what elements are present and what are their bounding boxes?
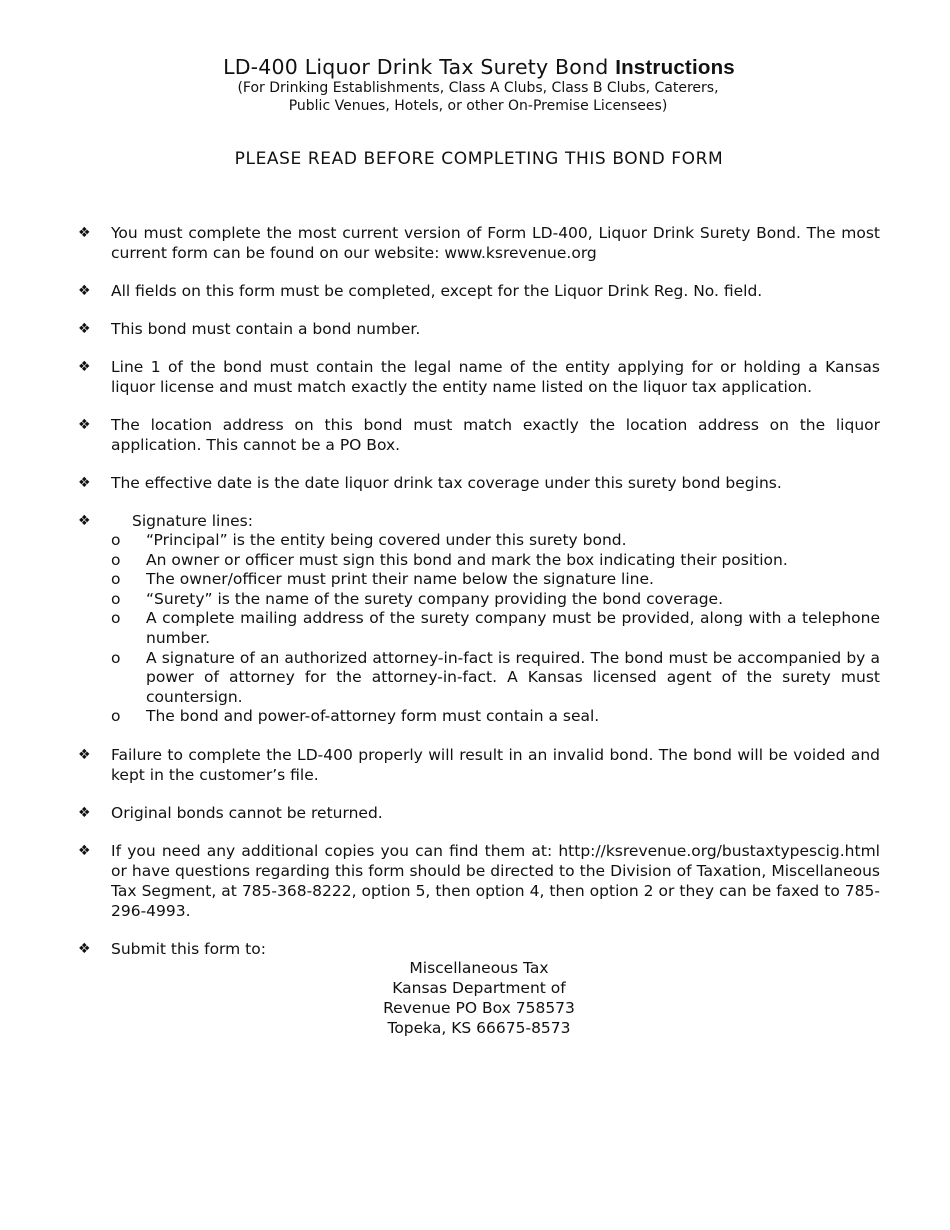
sub-list-item-text: “Surety” is the name of the surety company providing the bond coverage. — [146, 589, 723, 608]
sub-list-item — [78, 570, 880, 590]
circle-bullet-icon: o — [111, 550, 121, 569]
list-item — [78, 939, 880, 959]
sub-list-item — [78, 551, 880, 571]
list-item-text: If you need any additional copies you can find them at: http://ksrevenue.org/bustaxtypescig.html or have questions regarding this form should be directed to the Division of Taxation, Miscellaneous Tax Segment, at 785-368-8222, option 5, then option 4, then option 2 or they can be faxed to 785-296-4993. — [111, 841, 880, 920]
document-title — [0, 55, 950, 80]
list-item — [78, 745, 880, 785]
list-item — [78, 803, 880, 823]
circle-bullet-icon: o — [111, 707, 121, 726]
document-subtitle — [0, 79, 950, 115]
subtitle-line-1: (For Drinking Establishments, Class A Clubs, Class B Clubs, Caterers, — [237, 80, 719, 96]
circle-bullet-icon: o — [111, 589, 121, 608]
sub-list-item-text: A complete mailing address of the surety company must be provided, along with a telephone number. — [146, 609, 880, 647]
sub-list-item-text: The bond and power-of-attorney form must contain a seal. — [146, 707, 600, 726]
list-item-text: Line 1 of the bond must contain the legal name of the entity applying for or holding a Kansas liquor license and must match exactly the entity name listed on the liquor tax application. — [111, 358, 880, 396]
diamond-bullet-icon: ❖ — [78, 746, 91, 763]
sub-list-item-text: A signature of an authorized attorney-in-fact is required. The bond must be accompanied by a power of attorney for the attorney-in-fact. A Kansas licensed agent of the surety must countersign. — [146, 648, 880, 706]
sub-list-item-text: The owner/officer must print their name below the signature line. — [146, 570, 654, 589]
list-item — [78, 319, 880, 339]
diamond-bullet-icon: ❖ — [78, 940, 91, 957]
list-item — [78, 357, 880, 397]
list-item-text: Failure to complete the LD-400 properly will result in an invalid bond. The bond will be voided and kept in the customer’s file. — [111, 745, 880, 784]
diamond-bullet-icon: ❖ — [78, 842, 91, 859]
address-line-3: Revenue PO Box 758573 — [383, 999, 575, 1017]
signature-lines-label: Signature lines: — [132, 512, 253, 530]
circle-bullet-icon: o — [111, 609, 121, 628]
list-item — [78, 415, 880, 455]
diamond-bullet-icon: ❖ — [78, 417, 91, 433]
diamond-bullet-icon: ❖ — [78, 321, 91, 337]
circle-bullet-icon: o — [111, 531, 121, 549]
list-item-text: Submit this form to: — [111, 939, 266, 958]
address-line-1: Miscellaneous Tax — [409, 959, 549, 977]
list-item — [78, 473, 880, 493]
sub-list-item-text: “Principal” is the entity being covered under this surety bond. — [146, 531, 627, 549]
diamond-bullet-icon: ❖ — [78, 225, 91, 241]
sub-list-item — [78, 707, 880, 727]
sub-list-item-text: An owner or officer must sign this bond and mark the box indicating their position. — [146, 550, 788, 569]
list-item-text: All fields on this form must be completed, except for the Liquor Drink Reg. No. field. — [111, 282, 763, 300]
list-item — [78, 841, 880, 921]
list-item-text: This bond must contain a bond number. — [111, 320, 421, 338]
signature-lines-section — [78, 511, 880, 727]
circle-bullet-icon: o — [111, 648, 121, 667]
list-item — [78, 281, 880, 301]
subtitle-line-2: Public Venues, Hotels, or other On-Premise Licensees) — [288, 98, 668, 114]
notice-heading: PLEASE READ BEFORE COMPLETING THIS BOND FORM — [234, 149, 724, 169]
instruction-list — [78, 223, 880, 977]
diamond-bullet-icon: ❖ — [78, 804, 91, 821]
diamond-bullet-icon: ❖ — [78, 475, 91, 491]
diamond-bullet-icon: ❖ — [78, 513, 91, 529]
sub-list-item — [78, 609, 880, 648]
address-line-4: Topeka, KS 66675-8573 — [387, 1019, 571, 1037]
list-item — [78, 223, 880, 263]
sub-list-item — [78, 590, 880, 610]
list-item-text: The effective date is the date liquor drink tax coverage under this surety bond begins. — [111, 474, 782, 492]
list-item-text: You must complete the most current version of Form LD-400, Liquor Drink Surety Bond. The most current form can be found on our website: www.ksrevenue.org — [111, 224, 880, 262]
diamond-bullet-icon: ❖ — [78, 283, 91, 299]
mailing-address — [0, 958, 950, 1038]
circle-bullet-icon: o — [111, 570, 121, 589]
list-item-text: The location address on this bond must match exactly the location address on the liquor application. This cannot be a PO Box. — [111, 416, 880, 454]
sub-list-item — [78, 531, 880, 551]
signature-sub-list — [78, 531, 880, 727]
diamond-bullet-icon: ❖ — [78, 359, 91, 375]
address-line-2: Kansas Department of — [392, 979, 566, 997]
title-bold-text: Instructions — [615, 56, 735, 79]
sub-list-item — [78, 649, 880, 708]
list-item-text: Original bonds cannot be returned. — [111, 803, 383, 822]
title-text: LD-400 Liquor Drink Tax Surety Bond — [223, 55, 609, 79]
